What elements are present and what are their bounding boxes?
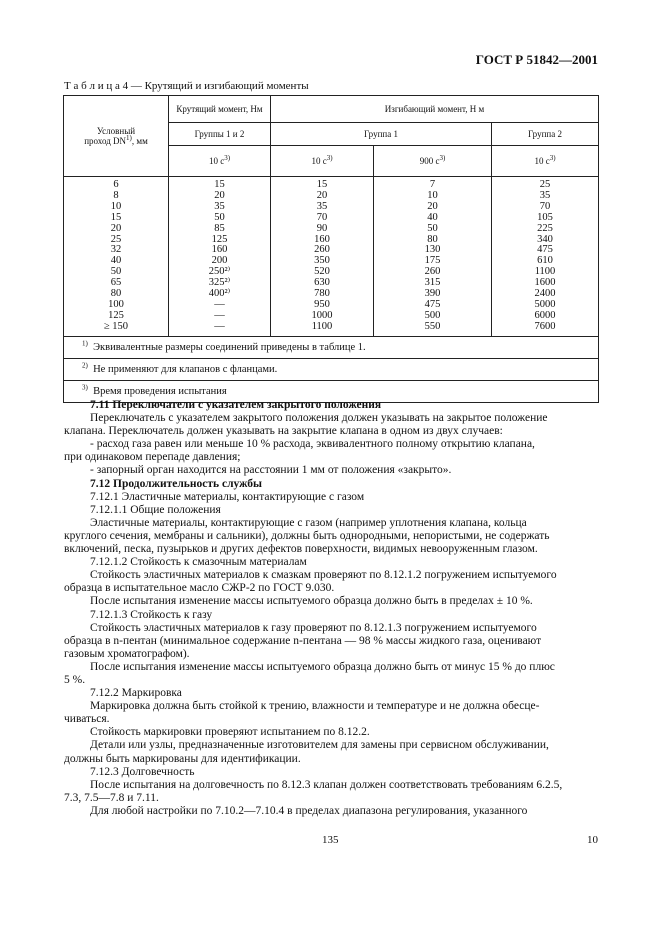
g1-900s-value: 475 (424, 298, 441, 310)
g1-10s-value: 260 (314, 244, 330, 256)
g1-10s-value: 1000 (311, 309, 333, 321)
paragraph: 7.3, 7.5—7.8 и 7.11. (64, 791, 159, 804)
g2-10s-value: 25 (539, 179, 551, 190)
torque-value: 20 (214, 189, 225, 201)
table-caption: Т а б л и ц а 4 — Крутящий и изгибающий моменты (64, 80, 309, 92)
footnote-3: $^{3)}$ Время проведения испытания (64, 380, 599, 402)
paragraph: Эластичные материалы, контактирующие с газом (например уплотнения клапана, кольца (90, 516, 527, 529)
torque-value: — (214, 309, 225, 321)
paragraph: Стойкость эластичных материалов к смазкам проверяют по 8.12.1.2 погружением испытуемого (90, 569, 557, 582)
paragraph: 5 %. (64, 673, 86, 686)
g2-10s-value: 6000 (534, 309, 556, 321)
page-number: 135 (322, 834, 339, 846)
g1-10s-value: 520 (314, 266, 330, 278)
paragraph: должны быть маркированы для идентификации. (64, 752, 301, 765)
g1-900s-value: 390 (424, 288, 441, 300)
g1-10s-value: 950 (314, 298, 330, 310)
paragraph: Для любой настройки по 7.10.2—7.10.4 в пределах диапазона регулирования, указанного (90, 804, 528, 817)
g2-10s-value: 475 (537, 244, 553, 256)
torque-value: 50 (214, 211, 225, 223)
paragraph: Маркировка должна быть стойкой к трению, влажности и температуре и не должна обесце- (90, 700, 540, 713)
group-1-2-header: Группы 1 и 2 (169, 123, 271, 146)
torque-value: 85 (214, 222, 225, 234)
document-header-id: ГОСТ Р 51842—2001 (475, 52, 598, 67)
g2-10s-value: 610 (537, 255, 553, 267)
g1-900s-value: 20 (427, 200, 438, 212)
subsection-title: 7.12.1.1 Общие положения (90, 503, 221, 516)
g2-10s-value: 2400 (534, 288, 556, 300)
g1-900s-value: 40 (427, 211, 438, 223)
g1-900s-value: 7 (429, 179, 436, 190)
dn-value: 25 (110, 233, 122, 245)
section-7-11-title: 7.11 Переключатели с указателем закрытого положения (90, 399, 382, 411)
dn-value: ≥ 150 (103, 320, 129, 332)
paragraph: круглого сечения, мембраны и сальники), должны быть однородными, непористыми, не содержать (64, 529, 550, 542)
dn-value: 50 (110, 266, 122, 278)
paragraph: После испытания на долговечность по 8.12.3 клапан должен соответствовать требованиям 6.2.5, (90, 778, 563, 791)
g1-10s-value: 160 (314, 233, 330, 245)
g1-10s-value: 630 (314, 277, 330, 289)
g2-10s-value: 225 (537, 222, 553, 234)
torque-value: 160 (211, 244, 228, 256)
torque-value: 325²⁾ (208, 277, 231, 289)
torque-value: — (214, 298, 225, 310)
paragraph: Переключатель с указателем закрытого положения должен указывать на закрытое положение (90, 412, 548, 425)
subsection-title: 7.12.1.3 Стойкость к газу (90, 608, 213, 621)
g1-10s-value: 35 (316, 200, 328, 212)
torque-value: — (214, 320, 225, 332)
g1-10s-value: 15 (316, 179, 328, 190)
body-text (64, 399, 598, 818)
g1-10s-value: 90 (316, 222, 328, 234)
g2-10s-value: 70 (539, 200, 551, 212)
torque-10s-header: 10 $с^{3)}$ (169, 146, 271, 177)
dn-value: 8 (113, 189, 119, 201)
g1-10s-value: 1100 (311, 320, 333, 332)
g2-10s-value: 105 (537, 211, 553, 223)
section-7-12-title: 7.12 Продолжительность службы (90, 477, 263, 490)
footnote-2: $^{2)}$ Не применяют для клапанов с фланцами. (64, 358, 599, 380)
torque-bending-table (63, 95, 599, 403)
paragraph: Стойкость эластичных материалов к газу проверяют по 8.12.1.3 погружением испытуемого (90, 621, 537, 634)
dn-value: 10 (110, 200, 122, 212)
torque-value: 400²⁾ (208, 288, 231, 300)
g1-10s-value: 350 (314, 255, 330, 267)
bending-header: Изгибающий момент, Н м (271, 96, 599, 123)
dn-value: 6 (113, 179, 119, 190)
paragraph: клапана. Переключатель должен указывать на закрытие клапана в одном из двух случаев: (64, 425, 503, 438)
paragraph: - расход газа равен или меньше 10 % расхода, эквивалентного полному открытию клапана, (90, 438, 535, 451)
torque-header: Крутящий момент, Нм (169, 96, 271, 123)
g1-900s-value: 50 (427, 222, 438, 234)
torque-value: 125 (211, 233, 228, 245)
paragraph: После испытания изменение массы испытуемого образца должно быть в пределах ± 10 %. (90, 595, 533, 608)
torque-values (169, 177, 271, 337)
g2-10s-value: 340 (537, 233, 553, 245)
group-2-header: Группа 2 (492, 123, 599, 146)
subsection-title: 7.12.3 Долговечность (90, 765, 195, 778)
g1-900s-value: 10 (427, 189, 438, 201)
g1-10s-value: 20 (316, 189, 328, 201)
paragraph: при одинаковом перепаде давления; (64, 451, 241, 464)
subsection-title: 7.12.2 Маркировка (90, 687, 182, 700)
g1-900s-header: 900 $с^{3)}$ (374, 146, 492, 177)
torque-value: 15 (214, 179, 225, 190)
g2-10s-value: 1600 (534, 277, 556, 289)
dn-column-header: Условный проход DN$^{1)}$, мм (64, 96, 169, 177)
paragraph: Детали или узлы, предназначенные изготовителем для замены при сервисном обслуживании, (90, 739, 549, 752)
g1-900s-value: 80 (427, 233, 438, 245)
subsection-title: 7.12.1 Эластичные материалы, контактирующие с газом (90, 490, 365, 503)
dn-value: 40 (110, 255, 122, 267)
dn-value: 32 (110, 244, 122, 256)
group-1-header: Группа 1 (271, 123, 492, 146)
dn-values (64, 177, 169, 337)
g2-10s-header: 10 $с^{3)}$ (492, 146, 599, 177)
torque-value: 250²⁾ (208, 266, 231, 278)
g1-900s-value: 260 (424, 266, 441, 278)
paragraph: образца в испытательное масло СЖР-2 по ГОСТ 9.030. (64, 582, 335, 595)
paragraph: - запорный орган находится на расстоянии 1 мм от положения «закрыто». (90, 464, 452, 477)
g1-900s-value: 130 (424, 244, 441, 256)
g1-10s-values (271, 177, 374, 337)
g1-10s-value: 70 (316, 211, 328, 223)
g2-10s-values (492, 177, 599, 337)
torque-value: 35 (214, 200, 225, 212)
g1-10s-header: 10 $с^{3)}$ (271, 146, 374, 177)
paragraph: образца в n-пентан (минимальное содержание n-пентана — 98 % массы жидкого газа, оценивают (64, 634, 542, 647)
g2-10s-value: 35 (539, 189, 551, 201)
paragraph: Стойкость маркировки проверяют испытанием по 8.12.2. (90, 726, 370, 739)
dn-value: 100 (108, 298, 124, 310)
paragraph: чиваться. (64, 713, 110, 726)
g1-900s-values (374, 177, 492, 337)
g1-10s-value: 780 (314, 288, 330, 300)
g1-900s-value: 550 (424, 320, 441, 332)
paragraph: После испытания изменение массы испытуемого образца должно быть от минус 15 % до плюс (90, 660, 555, 673)
footnote-1: $^{1)}$ Эквивалентные размеры соединений приведены в таблице 1. (64, 336, 599, 358)
g1-900s-value: 315 (424, 277, 441, 289)
dn-value: 65 (110, 277, 122, 289)
paragraph: включений, песка, пузырьков и других дефектов поверхности, видимых невооруженным глазом. (64, 543, 538, 556)
g1-900s-value: 500 (424, 309, 441, 321)
paragraph: газовым хроматографом). (64, 647, 190, 660)
g1-900s-value: 175 (424, 255, 441, 267)
g2-10s-value: 7600 (534, 320, 556, 332)
g2-10s-value: 5000 (534, 298, 556, 310)
g2-10s-value: 1100 (534, 266, 556, 278)
dn-value: 20 (110, 222, 122, 234)
dn-value: 80 (110, 288, 122, 300)
sheet-number: 10 (587, 834, 598, 846)
dn-value: 15 (110, 211, 122, 223)
torque-value: 200 (211, 255, 228, 267)
subsection-title: 7.12.1.2 Стойкость к смазочным материалам (90, 556, 307, 569)
dn-value: 125 (108, 309, 124, 321)
